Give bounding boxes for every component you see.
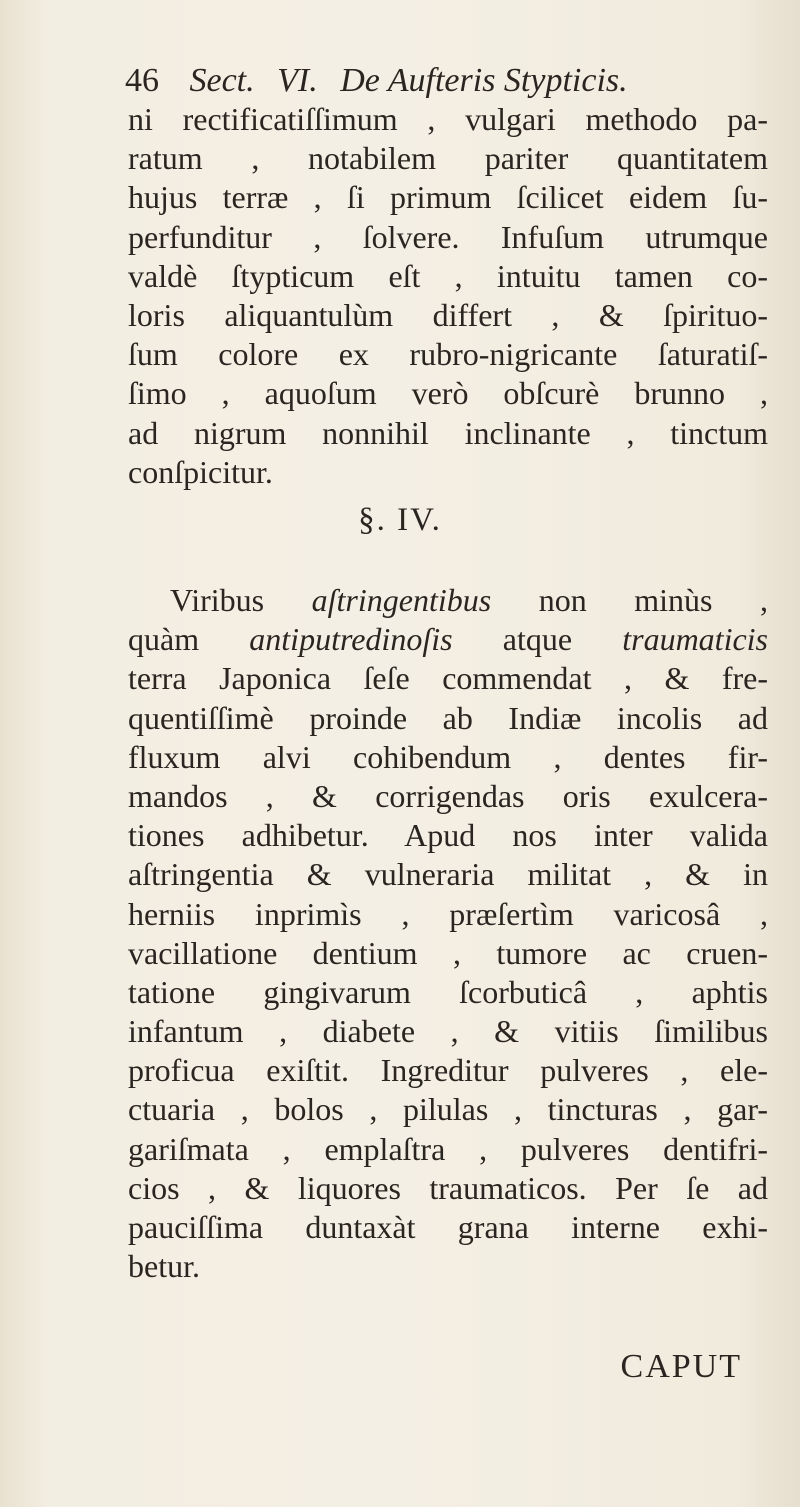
paragraph-continuation — [128, 100, 768, 492]
italic-term: aſtringentibus — [311, 582, 492, 618]
italic-term: antiputredinoſis — [249, 621, 453, 658]
running-title: De Aufteris Stypticis. — [340, 62, 628, 99]
text-line: fluxum alvi cohibendum , dentes fir- — [128, 738, 768, 775]
text-line: ni rectificatiſſimum , vulgari methodo pa- — [128, 101, 768, 137]
text-line: ctuaria , bolos , pilulas , tincturas , gar- — [128, 1091, 768, 1128]
text-line — [128, 581, 768, 620]
italic-term: traumaticis — [622, 621, 768, 658]
text-run: Viribus — [170, 582, 312, 618]
text-line: quentiſſimè proinde ab Indiæ incolis ad — [128, 699, 768, 736]
text-line: ſum colore ex rubro-nigricante ſaturatiſ- — [128, 336, 768, 373]
text-line: ad nigrum nonnihil inclinante , tinctum — [128, 414, 768, 451]
text-line: perfunditur , ſolvere. Infuſum utrumque — [128, 218, 768, 255]
text-line: herniis inprimìs , præſertìm varicosâ , — [128, 895, 768, 932]
text-run: atque — [452, 621, 623, 658]
catchword: CAPUT — [620, 1348, 742, 1385]
text-line: vacillatione dentium , tumore ac cruen- — [128, 934, 768, 971]
text-run: quàm — [128, 621, 250, 658]
page-number: 46 — [125, 62, 159, 99]
text-line: aſtringentia & vulneraria militat , & in — [128, 856, 768, 893]
text-line: cios , & liquores traumaticos. Per ſe ad — [128, 1169, 768, 1206]
section-number: VI. — [277, 62, 318, 99]
text-line: infantum , diabete , & vitiis ſimilibus — [128, 1013, 768, 1050]
text-line: conſpicitur. — [128, 453, 273, 490]
text-line — [128, 620, 768, 659]
text-line: tiones adhibetur. Apud nos inter valida — [128, 817, 768, 854]
text-line: proficua exiſtit. Ingreditur pulveres , ele- — [128, 1052, 768, 1089]
text-line: tatione gingivarum ſcorbuticâ , aphtis — [128, 973, 768, 1010]
text-line: gariſmata , emplaſtra , pulveres dentifri- — [128, 1130, 768, 1167]
text-line: pauciſſima duntaxàt grana interne exhi- — [128, 1209, 768, 1245]
text-line: ſimo , aquoſum verò obſcurè brunno , — [128, 375, 768, 412]
text-line: hujus terræ , ſi primum ſcilicet eidem ſu- — [128, 179, 768, 216]
text-run: non minùs , — [491, 582, 768, 618]
section-heading: §. IV. — [358, 502, 442, 538]
section-abbrev: Sect. — [189, 62, 255, 99]
text-line: loris aliquantulùm differt , & ſpirituo- — [128, 296, 768, 333]
text-line: terra Japonica ſeſe commendat , & fre- — [128, 660, 768, 697]
text-line: ratum , notabilem pariter quantitatem — [128, 140, 768, 177]
text-line: valdè ſtypticum eſt , intuitu tamen co- — [128, 257, 768, 294]
running-header — [125, 60, 685, 102]
paragraph-section-iv — [128, 581, 768, 1286]
text-line: betur. — [128, 1248, 200, 1285]
text-line: mandos , & corrigendas oris exulcera- — [128, 777, 768, 814]
